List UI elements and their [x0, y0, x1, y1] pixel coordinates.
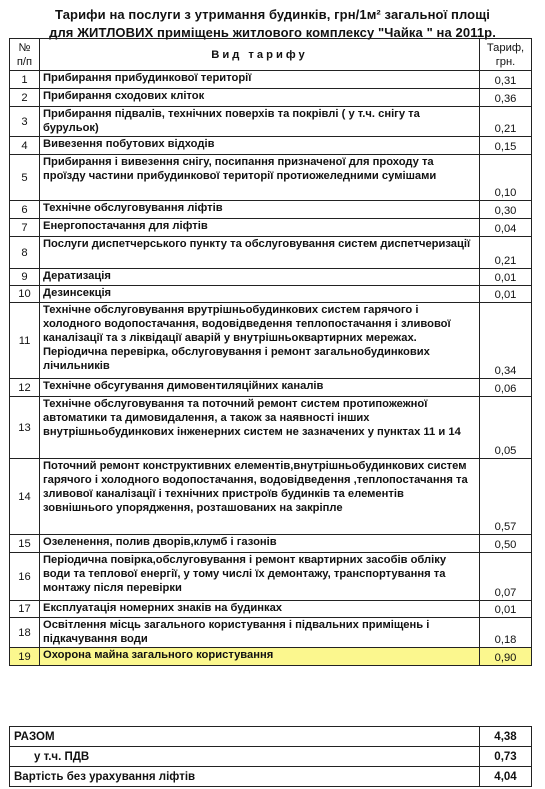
- row-service-name: Технічне обслуговування ліфтів: [40, 201, 480, 219]
- table-row: [10, 71, 532, 89]
- row-number: 14: [10, 459, 40, 535]
- row-service-name: Поточний ремонт конструктивних елементів,внутрішньобудинкових систем гарячого і холодного водопостачання, водовідведення ,теплопостачання та зливової каналізації і технічних пристроїв будинків та елементів зовнішнього упорядження, розташованих на закріпле: [40, 459, 480, 535]
- vat-row: [10, 747, 532, 767]
- row-service-name: Освітлення місць загального користування і підвальних приміщень і підкачування води: [40, 618, 480, 648]
- table-row: [10, 303, 532, 379]
- row-service-name: Технічне обслуговування врутрішньобудинкових систем гарячого і холодного водопостачання, водовідведення теплопостачання і зливової каналізації та з ліквідації аварій у внутрішньоквартирних мережах. Періодична перевірка, обслуговування і ремонт загальнобудинкових лічильників: [40, 303, 480, 379]
- row-tariff: 0,04: [480, 219, 532, 237]
- row-service-name: Охорона майна загального користування: [40, 648, 480, 666]
- row-number: 6: [10, 201, 40, 219]
- row-number: 10: [10, 286, 40, 303]
- table-row: [10, 201, 532, 219]
- row-number: 16: [10, 553, 40, 601]
- row-tariff: 0,21: [480, 107, 532, 137]
- row-tariff: 0,15: [480, 137, 532, 155]
- total-value: 4,38: [480, 727, 532, 747]
- table-row: [10, 155, 532, 201]
- row-tariff: 0,01: [480, 286, 532, 303]
- row-number: 18: [10, 618, 40, 648]
- row-tariff: 0,57: [480, 459, 532, 535]
- row-tariff: 0,31: [480, 71, 532, 89]
- row-service-name: Експлуатація номерних знаків на будинках: [40, 601, 480, 618]
- row-number: 17: [10, 601, 40, 618]
- no-lift-label: Вартість без урахування ліфтів: [10, 767, 480, 787]
- row-tariff: 0,01: [480, 269, 532, 286]
- table-row: [10, 137, 532, 155]
- row-service-name: Прибирання підвалів, технічних поверхів та покрівлі ( у т.ч. снігу та бурульок): [40, 107, 480, 137]
- row-number: 19: [10, 648, 40, 666]
- row-number: 13: [10, 397, 40, 459]
- row-service-name: Прибирання і вивезення снігу, посипання призначеної для проходу та проїзду частини прибудинкової території протиожеледними сумішами: [40, 155, 480, 201]
- row-service-name: Технічне обсугування димовентиляційних каналів: [40, 379, 480, 397]
- row-number: 4: [10, 137, 40, 155]
- row-number: 1: [10, 71, 40, 89]
- row-service-name: Послуги диспетчерського пункту та обслуговування систем диспетчеризації: [40, 237, 480, 269]
- table-row: [10, 553, 532, 601]
- row-number: 9: [10, 269, 40, 286]
- row-tariff: 0,07: [480, 553, 532, 601]
- row-number: 8: [10, 237, 40, 269]
- table-row: [10, 379, 532, 397]
- vat-label: у т.ч. ПДВ: [10, 747, 480, 767]
- header-tariff: Тариф, грн.: [480, 39, 532, 71]
- row-tariff: 0,21: [480, 237, 532, 269]
- table-row: [10, 648, 532, 666]
- table-row: [10, 89, 532, 107]
- row-service-name: Дезинсекція: [40, 286, 480, 303]
- row-tariff: 0,18: [480, 618, 532, 648]
- total-label: РАЗОМ: [10, 727, 480, 747]
- table-row: [10, 601, 532, 618]
- header-name: Вид тарифу: [40, 39, 480, 71]
- row-service-name: Дератизація: [40, 269, 480, 286]
- tariff-table: [9, 38, 532, 666]
- table-row: [10, 618, 532, 648]
- table-header-row: [10, 39, 532, 71]
- document-title-line2: для ЖИТЛОВИХ приміщень житлового комплексу "Чайка " на 2011р.: [49, 25, 496, 40]
- total-row: [10, 727, 532, 747]
- row-tariff: 0,34: [480, 303, 532, 379]
- table-row: [10, 269, 532, 286]
- row-service-name: Енергопостачання для ліфтів: [40, 219, 480, 237]
- no-lift-row: [10, 767, 532, 787]
- row-service-name: Прибирання прибудинкової території: [40, 71, 480, 89]
- table-row: [10, 107, 532, 137]
- row-tariff: 0,10: [480, 155, 532, 201]
- row-number: 2: [10, 89, 40, 107]
- row-number: 3: [10, 107, 40, 137]
- row-tariff: 0,90: [480, 648, 532, 666]
- row-number: 15: [10, 535, 40, 553]
- row-number: 12: [10, 379, 40, 397]
- row-number: 11: [10, 303, 40, 379]
- table-row: [10, 237, 532, 269]
- row-number: 7: [10, 219, 40, 237]
- row-service-name: Прибирання сходових кліток: [40, 89, 480, 107]
- row-service-name: Озеленення, полив дворів,клумб і газонів: [40, 535, 480, 553]
- table-row: [10, 459, 532, 535]
- no-lift-value: 4,04: [480, 767, 532, 787]
- vat-value: 0,73: [480, 747, 532, 767]
- row-service-name: Вивезення побутових відходів: [40, 137, 480, 155]
- row-service-name: Технічне обслуговування та поточний ремонт систем протипожежної автоматики та димовидалення, а також за наявності інших внутрішньобудинкових інженерних систем не зазначених у пунктах 11 и 14: [40, 397, 480, 459]
- row-tariff: 0,01: [480, 601, 532, 618]
- header-num: № п/п: [10, 39, 40, 71]
- table-row: [10, 286, 532, 303]
- table-row: [10, 535, 532, 553]
- table-row: [10, 219, 532, 237]
- row-tariff: 0,30: [480, 201, 532, 219]
- row-tariff: 0,05: [480, 397, 532, 459]
- row-number: 5: [10, 155, 40, 201]
- document-title-line1: Тарифи на послуги з утримання будинків, грн/1м² загальної площі: [54, 7, 490, 22]
- row-tariff: 0,06: [480, 379, 532, 397]
- row-tariff: 0,36: [480, 89, 532, 107]
- row-tariff: 0,50: [480, 535, 532, 553]
- totals-table: [9, 726, 532, 787]
- table-row: [10, 397, 532, 459]
- row-service-name: Періодична повірка,обслуговування і ремонт квартирних засобів обліку води та теплової енергії, у тому числі їх демонтажу, транспортування та монтажу після перевірки: [40, 553, 480, 601]
